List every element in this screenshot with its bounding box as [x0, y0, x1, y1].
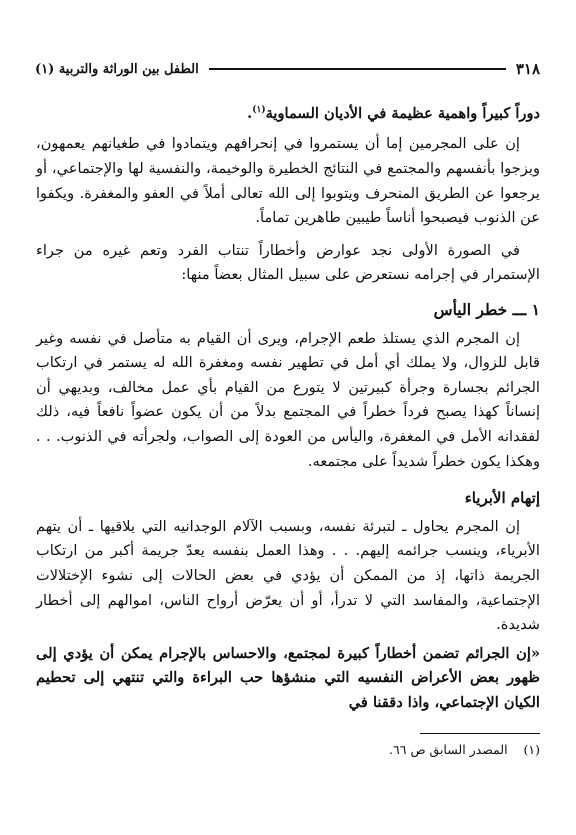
paragraph-2: في الصورة الأولى نجد عوارض وأخطاراً تنتاب الفرد وتعم غيره من جراء الإستمرار في إجرامه نستعرض على سبيل المثال بعضاً منها:	[36, 241, 540, 284]
running-title: الطفل بين الوراثة والتربية (١)	[35, 61, 199, 77]
paragraph-4: إن المجرم يحاول ـ لتبرئة نفسه، وبسبب الآلام الوجدانيه التي يلاقيها ـ أن يتهم الأبرياء، وينسب جرائمه إليهم. . . وهذا العمل بنفسه يعدّ جريمة أكبر من ارتكاب الجريمة ذاتها، إذ من الممكن أن يؤدي في بعض الحالات إلى نشوء الإختلالات الإجتماعية، والمفاسد التي لا تدرأ، أو أن يعرّض أرواح الناس، اموالهم إلى أخطار شديدة.	[36, 517, 540, 634]
quotation: «إن الجرائم تضمن أخطاراً كبيرة لمجتمع، والاحساس بالإجرام يمكن أن يؤدي إلى ظهور بعض الأعراض النفسيه التي منشؤها حب البراءة والتي تنتهي إلى تحطيم الكيان الإجتماعي، واذا دققنا في	[36, 644, 540, 711]
header-rule	[209, 68, 506, 70]
lead-text: دوراً كبيراً واهمية عظيمة في الأديان السماوية	[265, 104, 540, 122]
paragraph-3: إن المجرم الذي يستلذ طعم الإجرام، ويرى أن القيام به متأصل في نفسه وغير قابل للزوال، ولا يملك أي أمل في تطهير نفسه ومغفرة الله له يستمر في ارتكاب الجرائم بجسارة وجرأة كبيرتين لا يتورع من القيام بأي عمل مخالف، وبديهي أن إنساناً كهذا يصبح فرداً خطراً في المجتمع بدلاً من أن يكون عضواً نافعاً فيه، ذلك لفقدانه الأمل في المغفرة، واليأس من العودة إلى الصواب، ولجرأته في الذنوب. . . وهكذا يكون خطراً شديداً على مجتمعه.	[36, 329, 540, 470]
footnote-text: المصدر السابق ص ٦٦.	[389, 742, 508, 757]
footnote	[36, 742, 540, 757]
page-number: ٣١٨	[515, 60, 540, 78]
section-heading-accusation: إتهام الأبرياء	[464, 489, 540, 508]
lead-line: دوراً كبيراً واهمية عظيمة في الأديان السماوية$^{(١)}$.	[247, 104, 540, 122]
page-header	[35, 60, 540, 78]
page-body	[36, 98, 540, 716]
lead-footnote-ref: (١)	[252, 105, 266, 115]
section-heading-despair: ١ ـــ خطر اليأس	[433, 300, 540, 320]
footnote-rule	[420, 733, 540, 734]
paragraph-1: إن على المجرمين إما أن يستمروا في إنحرافهم ويتمادوا في طغيانهم يعمهون، ويزجوا بأنفسهم والمجتمع في النتائج الخطيرة والوخيمة، والنفسية لها والإجتماعي، أو يرجعوا عن الطريق المنحرف ويتوبوا إلى الله تعالى أملاً في العفو والمغفرة. ويكفوا عن الذنوب فيصبحوا أناساً طيبين طاهرين تماماً.	[36, 135, 540, 227]
footnote-marker: (١)	[523, 742, 540, 757]
